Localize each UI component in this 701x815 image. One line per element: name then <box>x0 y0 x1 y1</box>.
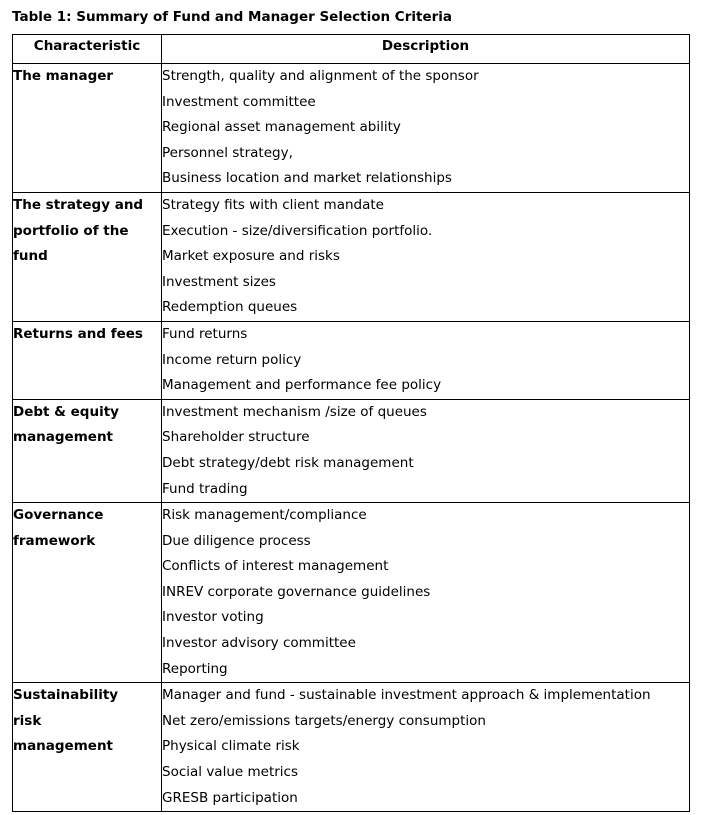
characteristic-label: fund <box>13 248 48 265</box>
description-item: Fund trading <box>162 480 248 497</box>
description-item: GRESB participation <box>162 789 298 806</box>
description-cell <box>162 683 690 812</box>
characteristic-cell <box>13 399 162 502</box>
description-item: Investment committee <box>162 93 316 110</box>
description-item: Net zero/emissions targets/energy consumption <box>162 712 486 729</box>
characteristic-cell <box>13 192 162 321</box>
description-item: Reporting <box>162 660 228 677</box>
table-caption: Table 1: Summary of Fund and Manager Selection Criteria <box>12 9 452 25</box>
header-characteristic: Characteristic <box>13 35 162 64</box>
description-cell <box>162 192 690 321</box>
characteristic-cell <box>13 683 162 812</box>
characteristic-label: Governance <box>13 507 104 524</box>
description-cell <box>162 321 690 399</box>
description-item: Business location and market relationships <box>162 170 452 187</box>
description-item: Market exposure and risks <box>162 248 340 265</box>
criteria-table <box>12 34 690 812</box>
table-row <box>13 64 690 193</box>
characteristic-label: The strategy and <box>13 196 144 213</box>
table-row <box>13 683 690 812</box>
header-description: Description <box>162 35 690 64</box>
description-item: Strength, quality and alignment of the sponsor <box>162 68 479 84</box>
description-item: Execution - size/diversification portfolio. <box>162 222 433 239</box>
characteristic-label: risk <box>13 712 42 729</box>
table-body <box>13 64 690 812</box>
description-item: Management and performance fee policy <box>162 377 442 394</box>
characteristic-label: framework <box>13 532 96 549</box>
description-item: INREV corporate governance guidelines <box>162 583 431 600</box>
table-row <box>13 503 690 683</box>
description-item: Investment sizes <box>162 273 276 290</box>
header-row <box>13 35 690 64</box>
characteristic-label: Sustainability <box>13 687 119 704</box>
characteristic-label: portfolio of the <box>13 222 129 239</box>
description-cell <box>162 399 690 502</box>
characteristic-cell <box>13 503 162 683</box>
description-item: Social value metrics <box>162 764 298 781</box>
characteristic-cell <box>13 64 162 193</box>
characteristic-label: management <box>13 738 114 755</box>
description-item: Physical climate risk <box>162 738 300 755</box>
table-row <box>13 321 690 399</box>
characteristic-label: Returns and fees <box>13 325 143 342</box>
description-item: Due diligence process <box>162 532 311 549</box>
characteristic-cell <box>13 321 162 399</box>
description-cell <box>162 64 690 193</box>
description-item: Shareholder structure <box>162 429 310 446</box>
description-item: Personnel strategy, <box>162 144 293 161</box>
description-item: Fund returns <box>162 325 248 342</box>
description-item: Regional asset management ability <box>162 119 401 136</box>
characteristic-label: management <box>13 429 114 446</box>
description-item: Investor voting <box>162 609 264 626</box>
table-row <box>13 399 690 502</box>
description-item: Debt strategy/debt risk management <box>162 454 414 471</box>
description-cell <box>162 503 690 683</box>
characteristic-label: Debt & equity <box>13 403 119 420</box>
description-item: Investment mechanism /size of queues <box>162 403 427 420</box>
description-item: Manager and fund - sustainable investment approach & implementation <box>162 687 651 704</box>
description-item: Strategy fits with client mandate <box>162 196 384 213</box>
description-item: Conflicts of interest management <box>162 558 389 575</box>
description-item: Redemption queues <box>162 299 298 316</box>
description-item: Risk management/compliance <box>162 507 367 524</box>
table-row <box>13 192 690 321</box>
description-item: Income return policy <box>162 351 302 368</box>
characteristic-label: The manager <box>13 68 114 84</box>
description-item: Investor advisory committee <box>162 635 356 652</box>
